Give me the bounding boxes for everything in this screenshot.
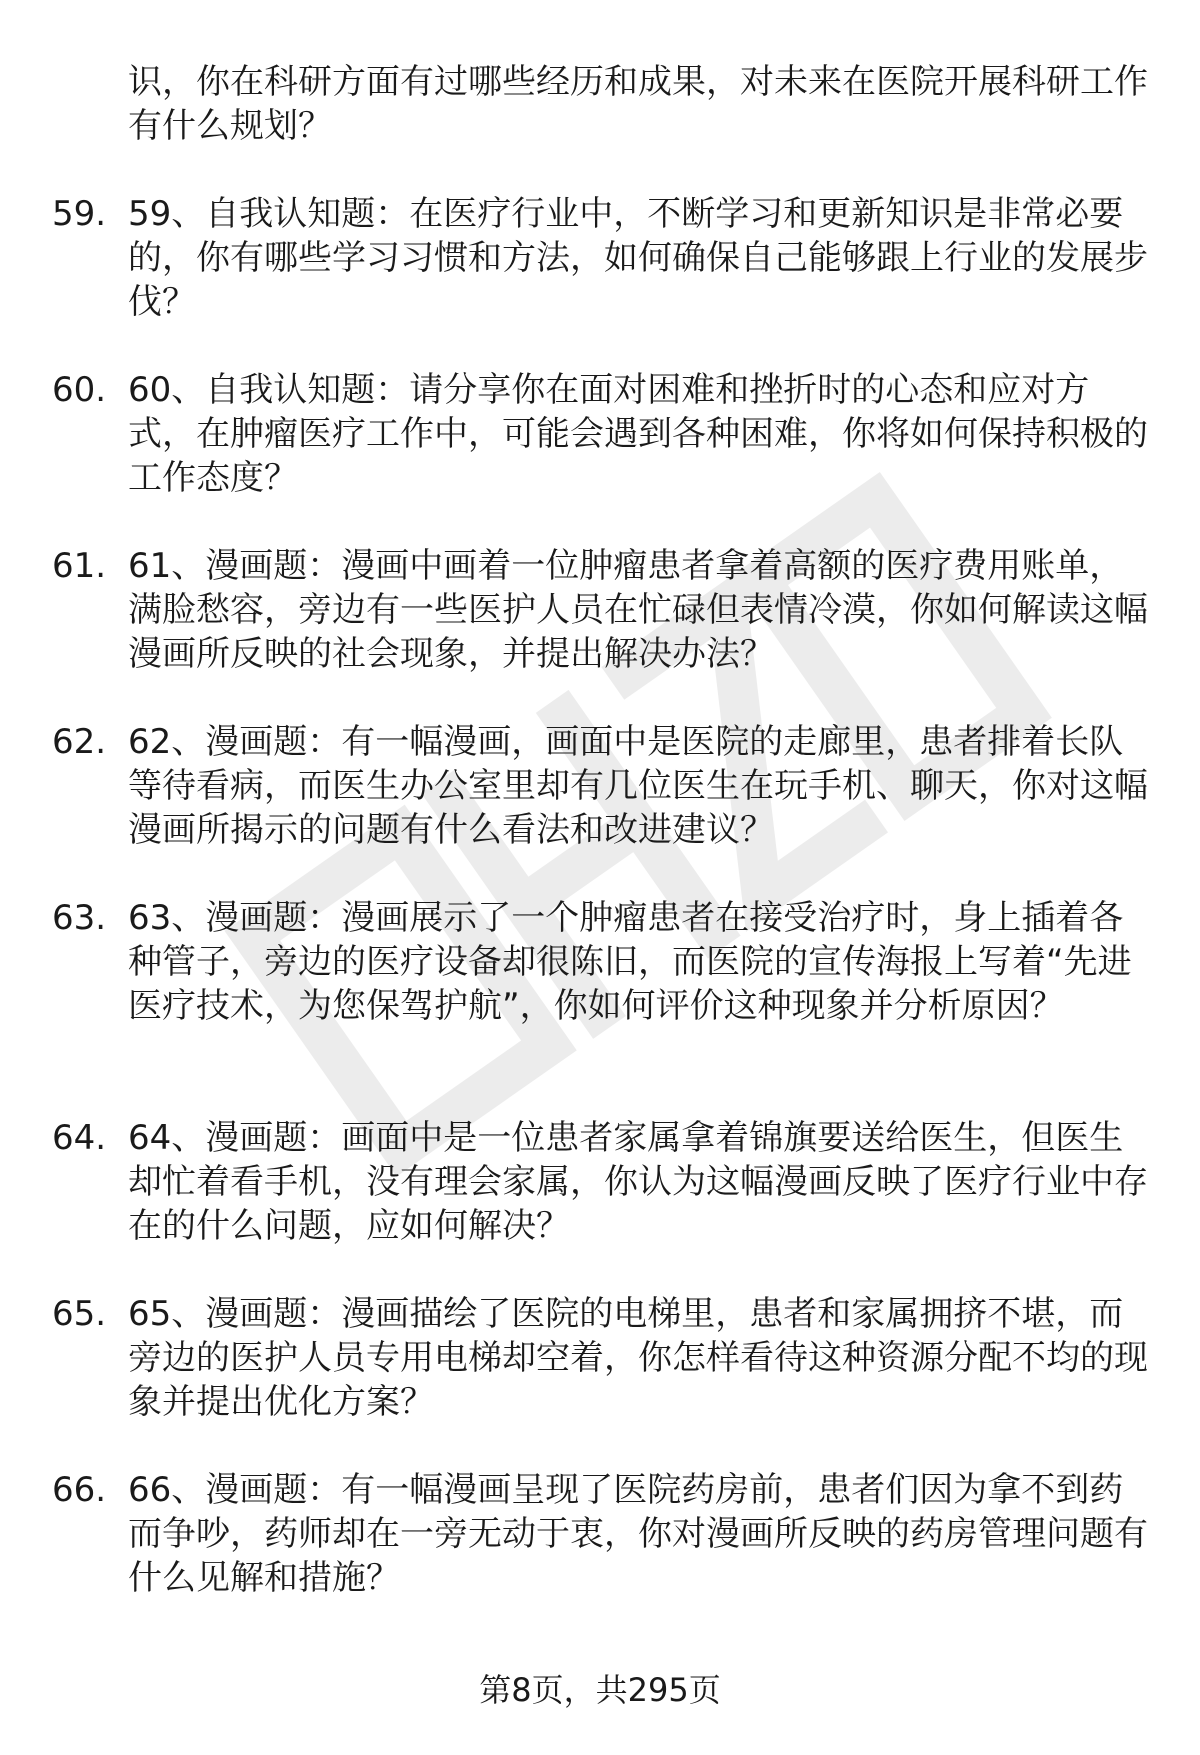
list-item xyxy=(0,1116,1200,1248)
list-item xyxy=(0,720,1200,852)
item-text: 59、自我认知题：在医疗行业中，不断学习和更新知识是非常必要的，你有哪些学习习惯和方法，如何确保自己能够跟上行业的发展步伐？ xyxy=(128,194,1148,322)
list-item xyxy=(0,544,1200,676)
page-footer: 第8页，共295页 xyxy=(479,1671,721,1709)
item-number: 60. xyxy=(52,370,107,410)
list-item xyxy=(0,1468,1200,1600)
item-text: 60、自我认知题：请分享你在面对困难和挫折时的心态和应对方式，在肿瘤医疗工作中，可能会遇到各种困难，你将如何保持积极的工作态度？ xyxy=(128,370,1148,498)
list-item xyxy=(0,192,1200,324)
item-number: 63. xyxy=(52,898,107,938)
question-list xyxy=(0,192,1200,1644)
item-text: 61、漫画题：漫画中画着一位肿瘤患者拿着高额的医疗费用账单，满脸愁容，旁边有一些医护人员在忙碌但表情冷漠，你如何解读这幅漫画所反映的社会现象，并提出解决办法？ xyxy=(128,546,1148,674)
item-text: 62、漫画题：有一幅漫画，画面中是医院的走廊里，患者排着长队等待看病，而医生办公室里却有几位医生在玩手机、聊天，你对这幅漫画所揭示的问题有什么看法和改进建议？ xyxy=(128,722,1148,850)
item-text: 63、漫画题：漫画展示了一个肿瘤患者在接受治疗时，身上插着各种管子，旁边的医疗设备却很陈旧，而医院的宣传海报上写着“先进医疗技术，为您保驾护航”，你如何评价这种现象并分析原因？ xyxy=(128,898,1132,1026)
item-number: 65. xyxy=(52,1294,107,1334)
item-number: 61. xyxy=(52,546,107,586)
item-text: 64、漫画题：画面中是一位患者家属拿着锦旗要送给医生，但医生却忙着看手机，没有理会家属，你认为这幅漫画反映了医疗行业中存在的什么问题，应如何解决？ xyxy=(128,1118,1148,1246)
item-number: 64. xyxy=(52,1118,107,1158)
list-item xyxy=(0,1292,1200,1424)
item-text: 65、漫画题：漫画描绘了医院的电梯里，患者和家属拥挤不堪，而旁边的医护人员专用电梯却空着，你怎样看待这种资源分配不均的现象并提出优化方案？ xyxy=(128,1294,1148,1422)
list-item xyxy=(0,896,1200,1072)
item-number: 66. xyxy=(52,1470,107,1510)
list-item xyxy=(0,368,1200,500)
continuation-text: 识，你在科研方面有过哪些经历和成果，对未来在医院开展科研工作有什么规划？ xyxy=(128,62,1148,146)
item-number: 59. xyxy=(52,194,107,234)
item-number: 62. xyxy=(52,722,107,762)
item-text: 66、漫画题：有一幅漫画呈现了医院药房前，患者们因为拿不到药而争吵，药师却在一旁无动于衷，你对漫画所反映的药房管理问题有什么见解和措施？ xyxy=(128,1470,1148,1598)
